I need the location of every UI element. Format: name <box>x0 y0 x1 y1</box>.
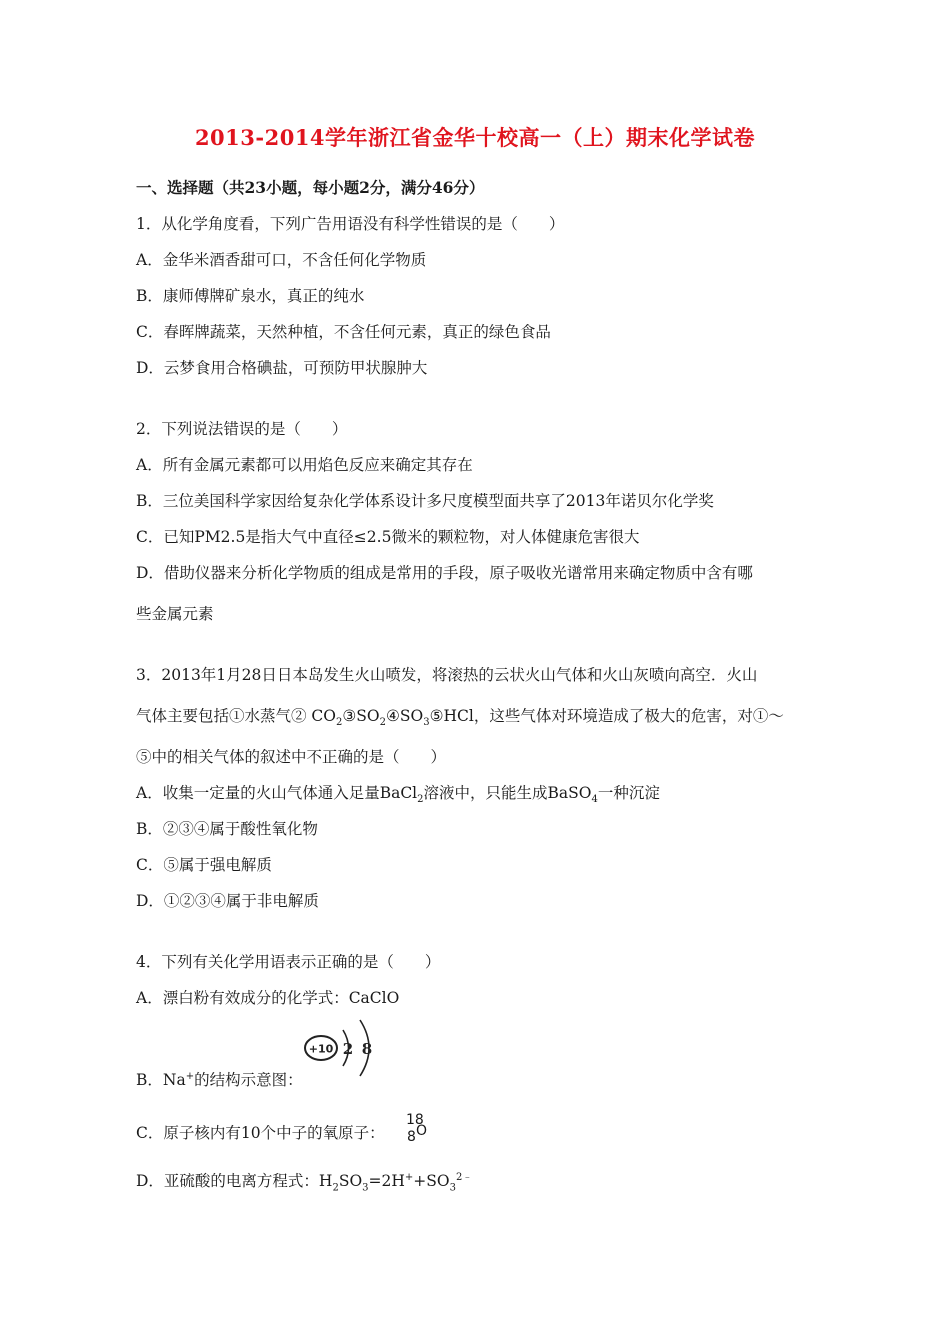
isotope-element-symbol: O <box>416 1123 428 1139</box>
nucleus-charge: +10 <box>308 1042 334 1056</box>
sodium-ion-structure-diagram <box>298 1012 388 1078</box>
q4-option-d: D．亚硫酸的电离方程式：$H_2SO_3=2H^++SO_3^{2﹣}$ <box>136 1172 473 1194</box>
q1-option-b: B．康师傅牌矿泉水，真正的纯水 <box>136 287 365 305</box>
isotope-atomic-number: 8 <box>407 1129 416 1145</box>
q3-option-c: C．⑤属于强电解质 <box>136 856 272 874</box>
q3-stem-line1: 3．2013年1月28日日本岛发生火山喷发，将滚热的云状火山气体和火山灰喷向高空．火山 <box>136 666 758 684</box>
q2-option-d-line2: 些金属元素 <box>136 605 214 623</box>
shell1-electrons: 2 <box>342 1040 354 1058</box>
q3-option-d: D．①②③④属于非电解质 <box>136 892 319 910</box>
q4-stem: 4．下列有关化学用语表示正确的是（ ） <box>136 953 441 971</box>
q3-stem-line2: 气体主要包括①水蒸气② $CO_2③SO_2④SO_3⑤HCl$，这些气体对环境造成了极大的危害，对①～ <box>136 707 784 729</box>
exam-title: 2013-2014学年浙江省金华十校高一（上）期末化学试卷 <box>194 125 756 150</box>
section-heading: 一、选择题（共23小题，每小题2分，满分46分） <box>136 178 485 197</box>
q4-option-a: A．漂白粉有效成分的化学式：CaClO <box>136 989 400 1007</box>
q1-option-c: C．春晖牌蔬菜，天然种植，不含任何元素，真正的绿色食品 <box>136 323 551 341</box>
q2-option-c: C．已知PM2.5是指大气中直径≤2.5微米的颗粒物，对人体健康危害很大 <box>136 528 640 546</box>
q2-option-d-line1: D．借助仪器来分析化学物质的组成是常用的手段，原子吸收光谱常用来确定物质中含有哪 <box>136 564 753 582</box>
q1-option-a: A．金华米酒香甜可口，不含任何化学物质 <box>136 251 427 269</box>
q1-stem: 1．从化学角度看，下列广告用语没有科学性错误的是（ ） <box>136 215 565 233</box>
oxygen-isotope-notation <box>404 1112 428 1148</box>
q2-option-b: B．三位美国科学家因给复杂化学体系设计多尺度模型面共享了2013年诺贝尔化学奖 <box>136 492 714 510</box>
q3-option-b: B．②③④属于酸性氧化物 <box>136 820 318 838</box>
q2-stem: 2．下列说法错误的是（ ） <box>136 420 348 438</box>
q4-option-c: C．原子核内有10个中子的氧原子： <box>136 1124 385 1142</box>
q3-option-a: A．收集一定量的火山气体通入足量BaCl$_2$溶液中，只能生成BaSO$_4$一种沉淀 <box>136 784 660 806</box>
q3-stem-line3: ⑤中的相关气体的叙述中不正确的是（ ） <box>136 748 447 766</box>
q4-option-b: B．Na+的结构示意图： <box>136 1070 303 1089</box>
q2-option-a: A．所有金属元素都可以用焰色反应来确定其存在 <box>136 456 473 474</box>
shell2-electrons: 8 <box>361 1040 373 1058</box>
isotope-mass-number: 18 <box>406 1112 424 1128</box>
q1-option-d: D．云梦食用合格碘盐，可预防甲状腺肿大 <box>136 359 428 377</box>
